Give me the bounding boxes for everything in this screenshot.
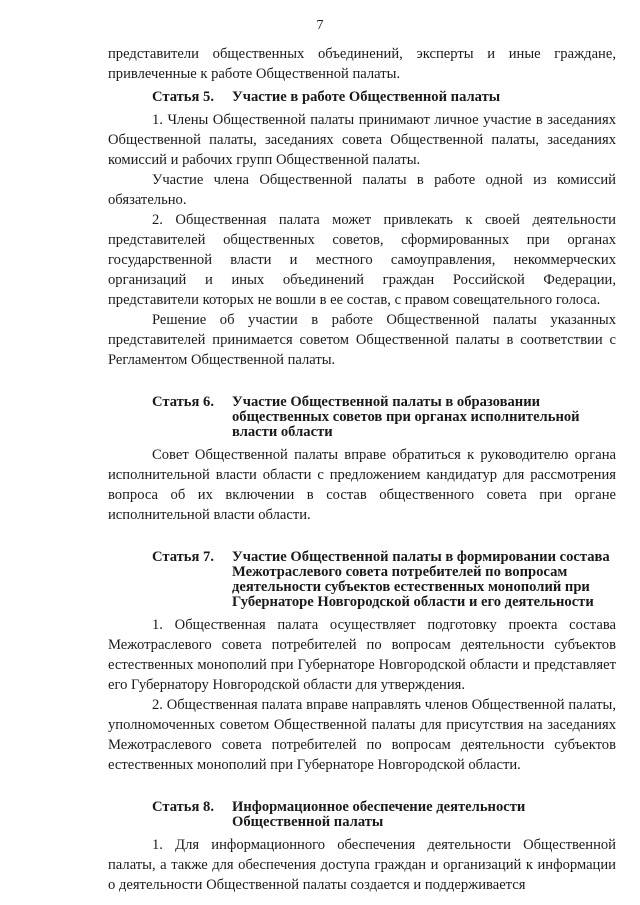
article-number: Статья 8. [152,799,214,815]
paragraph: 1. Члены Общественной палаты принимают личное участие в заседаниях Общественной палаты, заседаниях совета Общественной палаты, заседаниях комиссий и рабочих групп Общественной палаты. [108,112,616,168]
article-6-heading [108,395,616,440]
paragraph: Решение об участии в работе Общественной палаты указанных представителей принимается советом Общественной палаты в соответствии с Регламентом Общественной палаты. [108,312,616,368]
article-7-heading [108,550,616,610]
article-number: Статья 6. [152,394,214,410]
article-title: Участие в работе Общественной палаты [232,89,501,105]
article-title: Участие Общественной палаты в формировании состава Межотраслевого совета потребителей по вопросам деятельности субъектов естественных монополий при Губернаторе Новгородской области и его деятельности [232,549,610,610]
page-number: 7 [316,18,324,33]
paragraph: 2. Общественная палата может привлекать к своей деятельности представителей общественных советов, сформированных при органах государственной власти и местного самоуправления, некоммерческих организаций и иных объединений граждан Российской Федерации, представители которых не вошли в ее состав, с правом совещательного голоса. [108,212,616,308]
paragraph: 2. Общественная палата вправе направлять членов Общественной палаты, уполномоченных советом Общественной палаты для присутствия на заседаниях Межотраслевого совета потребителей по вопросам деятельности субъектов естественных монополий при Губернаторе Новгородской области. [108,697,616,773]
paragraph: Участие члена Общественной палаты в работе одной из комиссий обязательно. [108,172,616,208]
paragraph: Совет Общественной палаты вправе обратиться к руководителю органа исполнительной власти области с предложением кандидатур для рассмотрения вопроса об их включении в состав общественного совета при органе исполнительной власти области. [108,447,616,523]
paragraph: 1. Общественная палата осуществляет подготовку проекта состава Межотраслевого совета потребителей по вопросам деятельности субъектов естественных монополий при Губернаторе Новгородской области и представляет его Губернатору Новгородской области для утверждения. [108,617,616,693]
article-title: Информационное обеспечение деятельности Общественной палаты [232,799,526,830]
article-8-heading [108,800,616,830]
document-body [108,44,616,895]
article-number: Статья 7. [152,549,214,565]
article-5-heading [108,87,616,107]
article-title: Участие Общественной палаты в образовании общественных советов при органах исполнительной власти области [232,394,580,440]
article-number: Статья 5. [152,89,214,105]
intro-paragraph: представители общественных объединений, эксперты и иные граждане, привлеченные к работе Общественной палаты. [108,46,616,82]
paragraph: 1. Для информационного обеспечения деятельности Общественной палаты, а также для обеспечения доступа граждан и организаций к информации о деятельности Общественной палаты создается и поддерживается [108,837,616,893]
